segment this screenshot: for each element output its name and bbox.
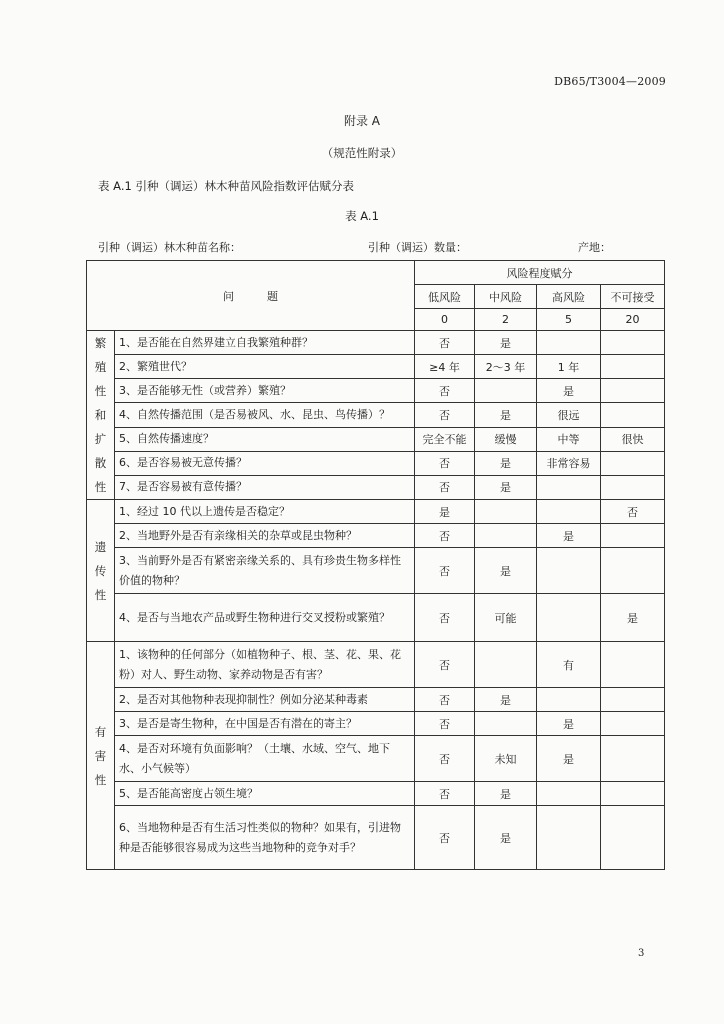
score-cell: 是 [475, 451, 537, 475]
question-header: 问 题 [87, 261, 415, 331]
seedling-name-label: 引种（调运）林木种苗名称： [98, 241, 241, 254]
score-cell: 否 [415, 331, 475, 355]
appendix-subtitle: （规范性附录） [321, 146, 403, 160]
score-cell [475, 500, 537, 524]
question-cell: 2、当地野外是否有亲缘相关的杂草或昆虫物种？ [115, 524, 415, 548]
score-cell [601, 379, 665, 403]
question-cell: 6、是否容易被无意传播？ [115, 451, 415, 475]
table-row [87, 548, 665, 594]
score-cell: 是 [601, 594, 665, 642]
score-cell: 中等 [537, 427, 601, 451]
table-row [87, 688, 665, 712]
question-cell: 3、当前野外是否有紧密亲缘关系的、具有珍贵生物多样性价值的物种？ [115, 548, 415, 594]
score-cell: 1 年 [537, 355, 601, 379]
score-cell [601, 712, 665, 736]
score-cell: 2～3 年 [475, 355, 537, 379]
score-cell: 非常容易 [537, 451, 601, 475]
score-cell: 否 [415, 782, 475, 806]
info-row [98, 239, 628, 255]
score-cell [537, 548, 601, 594]
risk-header: 风险程度赋分 [415, 261, 665, 285]
score-cell: 很远 [537, 403, 601, 427]
quantity-label: 引种（调运）数量： [368, 241, 467, 254]
question-cell: 5、自然传播速度？ [115, 427, 415, 451]
score-cell: ≥4 年 [415, 355, 475, 379]
table-row [87, 451, 665, 475]
level-header: 不可接受 [601, 285, 665, 309]
score-cell [601, 548, 665, 594]
score-cell: 否 [415, 806, 475, 870]
table-row [87, 642, 665, 688]
question-cell: 3、是否是寄生物种，在中国是否有潜在的寄主？ [115, 712, 415, 736]
table-row [87, 475, 665, 499]
table-row [87, 331, 665, 355]
table-caption: 表 A.1 引种（调运）林木种苗风险指数评估赋分表 [98, 179, 354, 193]
table-label: 表 A.1 [345, 209, 379, 223]
score-cell: 是 [475, 782, 537, 806]
score-cell [601, 736, 665, 782]
score-cell: 是 [475, 806, 537, 870]
score-cell [537, 594, 601, 642]
table-row [87, 712, 665, 736]
score-header: 5 [537, 309, 601, 331]
score-cell: 是 [475, 403, 537, 427]
score-cell: 是 [475, 475, 537, 499]
level-header: 中风险 [475, 285, 537, 309]
score-cell: 否 [415, 642, 475, 688]
score-cell [537, 475, 601, 499]
score-cell [601, 806, 665, 870]
appendix-title: 附录 A [343, 114, 381, 128]
score-cell [537, 688, 601, 712]
table-row [87, 524, 665, 548]
page-number: 3 [638, 948, 645, 959]
question-cell: 7、是否容易被有意传播？ [115, 475, 415, 499]
table-row [87, 594, 665, 642]
score-cell [475, 379, 537, 403]
question-cell: 2、繁殖世代？ [115, 355, 415, 379]
question-cell: 1、经过 10 代以上遗传是否稳定？ [115, 500, 415, 524]
score-header: 2 [475, 309, 537, 331]
score-cell: 否 [415, 451, 475, 475]
level-header: 低风险 [415, 285, 475, 309]
score-cell: 是 [537, 524, 601, 548]
question-cell: 4、自然传播范围（是否易被风、水、昆虫、鸟传播）？ [115, 403, 415, 427]
score-cell [601, 475, 665, 499]
question-cell: 5、是否能高密度占领生境？ [115, 782, 415, 806]
question-cell: 4、是否与当地农产品或野生物种进行交叉授粉或繁殖？ [115, 594, 415, 642]
score-cell [475, 642, 537, 688]
question-cell: 1、该物种的任何部分（如植物种子、根、茎、花、果、花粉）对人、野生动物、家养动物是否有害？ [115, 642, 415, 688]
category-cell: 遗传性 [87, 500, 115, 642]
score-cell: 否 [415, 524, 475, 548]
score-cell [601, 331, 665, 355]
score-cell: 是 [475, 331, 537, 355]
score-cell: 否 [415, 403, 475, 427]
score-cell [601, 642, 665, 688]
score-cell: 否 [601, 500, 665, 524]
score-header: 20 [601, 309, 665, 331]
score-cell: 否 [415, 548, 475, 594]
category-cell: 繁殖性和扩散性 [87, 331, 115, 500]
table-row [87, 427, 665, 451]
score-header: 0 [415, 309, 475, 331]
score-cell [601, 524, 665, 548]
score-cell: 是 [537, 712, 601, 736]
score-cell: 否 [415, 594, 475, 642]
question-cell: 2、是否对其他物种表现抑制性？例如分泌某种毒素 [115, 688, 415, 712]
score-cell [537, 806, 601, 870]
table-row [87, 782, 665, 806]
origin-label: 产地： [578, 241, 611, 254]
score-cell: 是 [537, 379, 601, 403]
score-cell [537, 331, 601, 355]
score-cell [475, 712, 537, 736]
table-row [87, 500, 665, 524]
score-cell: 缓慢 [475, 427, 537, 451]
score-cell: 有 [537, 642, 601, 688]
score-cell: 可能 [475, 594, 537, 642]
score-cell: 未知 [475, 736, 537, 782]
score-cell [537, 500, 601, 524]
score-cell: 否 [415, 712, 475, 736]
question-cell: 1、是否能在自然界建立自我繁殖种群？ [115, 331, 415, 355]
score-cell [601, 688, 665, 712]
score-cell: 完全不能 [415, 427, 475, 451]
risk-score-table [86, 260, 665, 870]
table-row [87, 379, 665, 403]
score-cell: 否 [415, 379, 475, 403]
score-cell: 否 [415, 688, 475, 712]
score-cell: 是 [475, 548, 537, 594]
level-header: 高风险 [537, 285, 601, 309]
score-cell: 是 [475, 688, 537, 712]
table-row [87, 355, 665, 379]
question-cell: 3、是否能够无性（或营养）繁殖？ [115, 379, 415, 403]
table-row [87, 736, 665, 782]
score-cell: 否 [415, 475, 475, 499]
score-cell: 是 [537, 736, 601, 782]
category-cell: 有害性 [87, 642, 115, 870]
score-cell [475, 524, 537, 548]
question-cell: 4、是否对环境有负面影响？（土壤、水域、空气、地下水、小气候等） [115, 736, 415, 782]
score-cell [601, 403, 665, 427]
score-cell [601, 782, 665, 806]
score-cell: 很快 [601, 427, 665, 451]
document-code: DB65/T3004—2009 [554, 75, 666, 88]
score-cell: 否 [415, 736, 475, 782]
score-cell [537, 782, 601, 806]
question-cell: 6、当地物种是否有生活习性类似的物种？如果有，引进物种是否能够很容易成为这些当地物种的竞争对手？ [115, 806, 415, 870]
score-cell [601, 355, 665, 379]
score-cell [601, 451, 665, 475]
score-cell: 是 [415, 500, 475, 524]
table-row [87, 806, 665, 870]
table-row [87, 403, 665, 427]
